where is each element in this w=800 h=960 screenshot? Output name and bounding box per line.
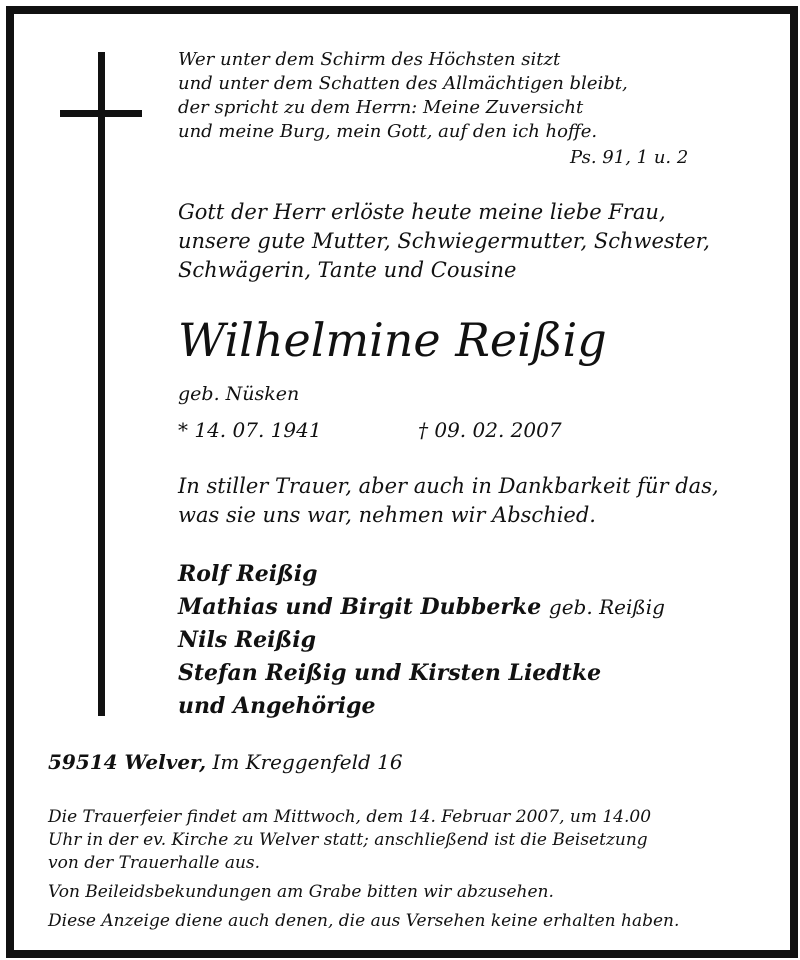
- mourners-list: [178, 558, 778, 723]
- maiden-name: geb. Nüsken: [178, 383, 300, 405]
- address-city: 59514 Welver,: [48, 750, 207, 774]
- mourner-name-text: Stefan Reißig und Kirsten Liedtke: [178, 660, 602, 686]
- mourner-address: [48, 748, 403, 776]
- mourner-name-text: und Angehörige: [178, 693, 376, 719]
- farewell-text: [178, 472, 778, 530]
- intro-line: Schwägerin, Tante und Cousine: [178, 258, 517, 282]
- psalm-line: und meine Burg, mein Gott, auf den ich hoffe.: [178, 121, 598, 142]
- mourner-suffix: geb. Reißig: [548, 595, 665, 619]
- intro-text: [178, 198, 766, 285]
- info-line: Die Trauerfeier findet am Mittwoch, dem 14. Februar 2007, um 14.00: [48, 807, 652, 827]
- mourner-name: [178, 624, 778, 657]
- psalm-line: der spricht zu dem Herrn: Meine Zuversicht: [178, 97, 584, 118]
- mourner-name-text: Mathias und Birgit Dubberke: [178, 594, 542, 620]
- farewell-line: In stiller Trauer, aber auch in Dankbarkeit für das,: [178, 474, 719, 498]
- info-line: Uhr in der ev. Kirche zu Welver statt; anschließend ist die Beisetzung: [48, 830, 648, 850]
- farewell-line: was sie uns war, nehmen wir Abschied.: [178, 503, 596, 527]
- birth-date: * 14. 07. 1941: [178, 418, 322, 442]
- psalm-line: und unter dem Schatten des Allmächtigen bleibt,: [178, 73, 628, 94]
- cross-icon: [98, 52, 105, 716]
- cross-icon-bar: [60, 110, 142, 117]
- address-street: Im Kreggenfeld 16: [212, 750, 403, 774]
- mourner-name: [178, 690, 778, 723]
- mourner-name: [178, 591, 778, 624]
- intro-line: Gott der Herr erlöste heute meine liebe Frau,: [178, 200, 666, 224]
- mourner-name-text: Nils Reißig: [178, 627, 316, 653]
- psalm-quote: [178, 48, 738, 168]
- death-date: † 09. 02. 2007: [418, 418, 562, 442]
- psalm-reference: Ps. 91, 1 u. 2: [570, 147, 689, 168]
- psalm-line: Wer unter dem Schirm des Höchsten sitzt: [178, 49, 561, 70]
- deceased-name: Wilhelmine Reißig: [178, 313, 607, 367]
- info-line: von der Trauerhalle aus.: [48, 853, 261, 873]
- mourner-name-text: Rolf Reißig: [178, 561, 318, 587]
- info-line: Von Beileidsbekundungen am Grabe bitten wir abzusehen.: [48, 882, 554, 902]
- intro-line: unsere gute Mutter, Schwiegermutter, Schwester,: [178, 229, 710, 253]
- mourner-name: [178, 558, 778, 591]
- funeral-info: [48, 806, 778, 933]
- mourner-name: [178, 657, 778, 690]
- obituary-frame: [6, 6, 798, 958]
- info-line: Diese Anzeige diene auch denen, die aus Versehen keine erhalten haben.: [48, 911, 680, 931]
